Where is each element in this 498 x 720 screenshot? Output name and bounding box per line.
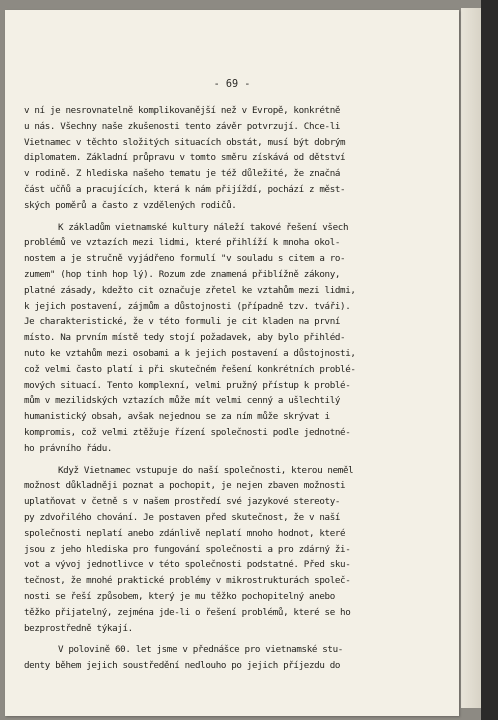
text-line: mových situací. Tento komplexní, velmi pružný přístup k problé- bbox=[24, 379, 351, 391]
text-line: denty během jejich soustředění nedlouho po jejich příjezdu do bbox=[24, 660, 341, 672]
paragraph-1 bbox=[24, 103, 438, 214]
text-line: tečnost, že mnohé praktické problémy v mikrostrukturách společ- bbox=[24, 575, 351, 587]
text-line: u nás. Všechny naše zkušenosti tento závěr potvrzují. Chce-li bbox=[24, 120, 341, 132]
text-line: nostem a je stručně vyjádřeno formulí "v souladu s citem a ro- bbox=[24, 253, 346, 265]
scan-border bbox=[481, 0, 498, 720]
text-line: společnosti neplatí anebo zdánlivě neplatí mnoho hodnot, které bbox=[24, 527, 346, 539]
text-line: humanistický obsah, avšak nejednou se za ním může skrývat i bbox=[24, 411, 330, 423]
text-line: možnost důkladněji poznat a pochopit, je nejen zbaven možnosti bbox=[24, 480, 346, 492]
text-line: zumem" (hop tinh hop lý). Rozum zde znamená přiblížně zákony, bbox=[24, 268, 341, 280]
text-line: mům v mezilidských vztazích může mít velmi cenný a ušlechtilý bbox=[24, 395, 341, 407]
paragraph-3 bbox=[24, 463, 438, 637]
text-line: vot a vývoj jednotlivce v této společnosti podstatné. Před sku- bbox=[24, 559, 351, 571]
text-line: ho právního řádu. bbox=[24, 442, 113, 454]
text-line: v rodině. Z hlediska našeho tematu je též důležité, že značná bbox=[24, 168, 341, 180]
text-line: což velmi často platí i při skutečném řešení konkrétních problé- bbox=[24, 363, 356, 375]
text-line: bezprostředně týkají. bbox=[24, 622, 133, 634]
text-line: místo. Na prvním místě tedy stojí požadavek, aby bylo přihléd- bbox=[24, 332, 346, 344]
text-line: platné zásady, kdežto cit označuje zřetel ke vztahům mezi lidmi, bbox=[24, 284, 356, 296]
body-text bbox=[24, 103, 438, 680]
text-line: těžko přijatelný, zejména jde-li o řešení problémů, které se ho bbox=[24, 606, 351, 618]
text-line: Když Vietnamec vstupuje do naší společnosti, kterou neměl bbox=[58, 464, 354, 476]
document-page bbox=[5, 10, 459, 716]
page-edge bbox=[461, 8, 481, 708]
text-line: část učňů a pracujících, která k nám přijíždí, pochází z měst- bbox=[24, 183, 346, 195]
text-line: nuto ke vztahům mezi osobami a k jejich postavení a důstojnosti, bbox=[24, 347, 356, 359]
text-line: K základům vietnamské kultury náleží takové řešení všech bbox=[58, 221, 349, 233]
text-line: Je charakteristické, že v této formuli je cit kladen na první bbox=[24, 316, 341, 328]
paragraph-2 bbox=[24, 220, 438, 457]
text-line: diplomatem. Základní průpravu v tomto směru získává od dětství bbox=[24, 152, 346, 164]
text-line: uplatňovat v četně s v našem prostředí své jazykové stereoty- bbox=[24, 496, 341, 508]
text-line: nosti se řeší způsobem, který je mu těžko pochopitelný anebo bbox=[24, 590, 335, 602]
text-line: V polovině 60. let jsme v přednášce pro vietnamské stu- bbox=[58, 644, 343, 656]
paragraph-4 bbox=[24, 642, 438, 674]
text-line: Vietnamec v těchto složitých situacích obstát, musí být dobrým bbox=[24, 136, 346, 148]
text-line: kompromis, což velmi ztěžuje řízení společnosti podle jednotné- bbox=[24, 426, 351, 438]
text-line: ských poměrů a často z vzdělených rodičů. bbox=[24, 199, 237, 211]
text-line: py zdvořilého chování. Je postaven před skutečnost, že v naší bbox=[24, 511, 341, 523]
page-number: - 69 - bbox=[213, 79, 251, 90]
text-line: jsou z jeho hlediska pro fungování společnosti a pro zdárný ži- bbox=[24, 543, 351, 555]
text-line: k jejich postavení, zájmům a důstojnosti (případně tzv. tváři). bbox=[24, 300, 351, 312]
text-line: problémů ve vztazích mezi lidmi, které přihlíží k mnoha okol- bbox=[24, 237, 341, 249]
text-line: v ní je nesrovnatelně komplikovanější než v Evropě, konkrétně bbox=[24, 105, 341, 116]
